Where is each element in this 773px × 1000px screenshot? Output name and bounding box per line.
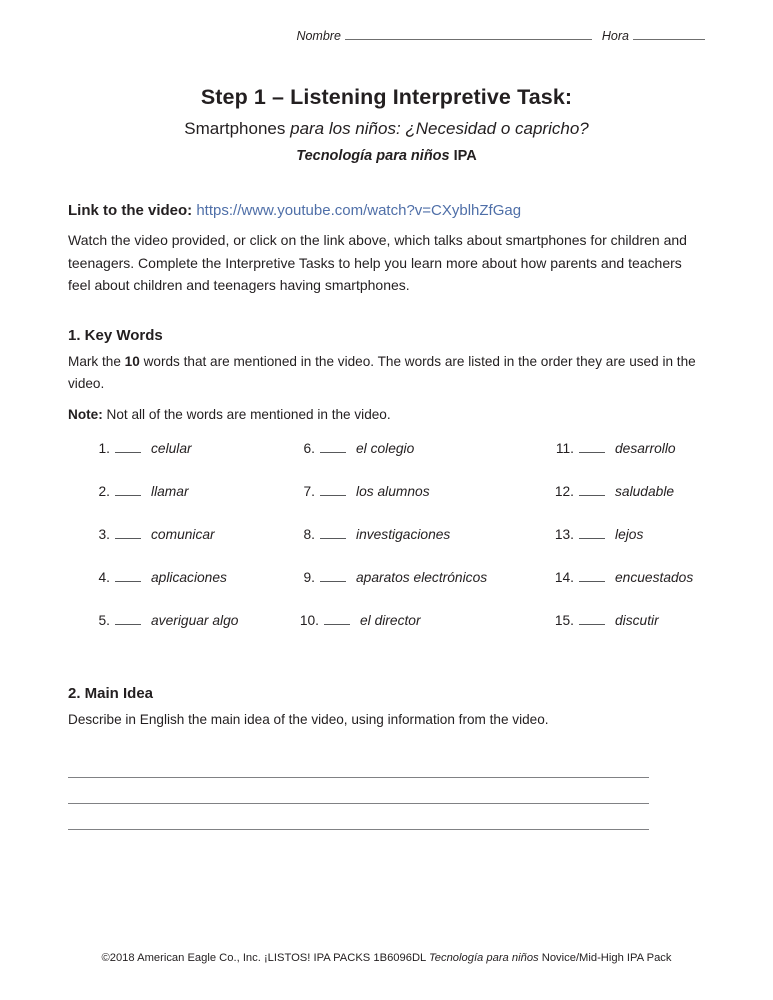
name-input-line[interactable] [345, 28, 592, 40]
item-checkbox-blank[interactable] [579, 569, 605, 582]
subtitle-plain: Smartphones [184, 119, 291, 138]
title-block [68, 85, 705, 164]
item-number: 2. [98, 483, 110, 499]
key-words-column-2 [295, 440, 550, 655]
instructions-after: words that are mentioned in the video. The words are listed in the order they are used in the video. [68, 354, 696, 391]
item-checkbox-blank[interactable] [579, 526, 605, 539]
key-word-item [295, 440, 550, 483]
item-word: lejos [615, 526, 644, 542]
item-word: comunicar [151, 526, 215, 542]
key-word-item [295, 612, 550, 655]
item-checkbox-blank[interactable] [115, 483, 141, 496]
item-word: el colegio [356, 440, 415, 456]
unit-title-italic: Tecnología para niños [296, 148, 450, 164]
item-checkbox-blank[interactable] [579, 483, 605, 496]
key-word-item [90, 440, 295, 483]
key-word-item [550, 483, 750, 526]
item-checkbox-blank[interactable] [320, 569, 346, 582]
student-info-bar [68, 0, 705, 43]
video-link-label: Link to the video: [68, 202, 197, 219]
item-word: encuestados [615, 569, 694, 585]
item-checkbox-blank[interactable] [324, 612, 350, 625]
item-word: saludable [615, 483, 675, 499]
instructions-count: 10 [124, 354, 140, 370]
item-word: el director [360, 612, 421, 628]
key-word-item [550, 440, 750, 483]
section-1-note [68, 407, 705, 422]
item-number: 6. [303, 440, 315, 456]
item-word: investigaciones [356, 526, 451, 542]
key-words-column-3 [550, 440, 750, 655]
item-word: desarrollo [615, 440, 676, 456]
key-word-item [295, 569, 550, 612]
answer-line[interactable] [68, 804, 649, 830]
item-checkbox-blank[interactable] [115, 526, 141, 539]
key-word-item [90, 569, 295, 612]
key-word-item [550, 612, 750, 655]
item-number: 3. [98, 526, 110, 542]
unit-title-plain: IPA [449, 148, 477, 164]
item-number: 4. [98, 569, 110, 585]
item-number: 13. [554, 526, 574, 542]
item-number: 8. [303, 526, 315, 542]
item-number: 7. [303, 483, 315, 499]
hora-input-line[interactable] [633, 28, 705, 40]
subtitle-italic: para los niños: ¿Necesidad o capricho? [290, 119, 589, 138]
item-checkbox-blank[interactable] [320, 483, 346, 496]
item-checkbox-blank[interactable] [320, 526, 346, 539]
item-word: discutir [615, 612, 659, 628]
page-title: Step 1 – Listening Interpretive Task: [200, 85, 573, 109]
answer-line[interactable] [68, 778, 649, 804]
page-unit-title [68, 148, 705, 164]
item-number: 5. [98, 612, 110, 628]
footer-copyright: ©2018 American Eagle Co., Inc. ¡LISTOS! IPA PACKS 1B6096DL [101, 952, 429, 964]
section-2-heading: 2. Main Idea [68, 684, 154, 702]
item-word: celular [151, 440, 192, 456]
key-word-item [90, 483, 295, 526]
item-checkbox-blank[interactable] [115, 569, 141, 582]
answer-line[interactable] [68, 752, 649, 778]
key-word-item [90, 612, 295, 655]
hora-label: Hora [601, 29, 629, 43]
section-1-heading: 1. Key Words [68, 327, 163, 345]
section-2-instructions: Describe in English the main idea of the video, using information from the video. [68, 711, 549, 727]
key-word-item [295, 483, 550, 526]
section-1-instructions [68, 351, 698, 395]
item-number: 10. [299, 612, 319, 628]
item-word: llamar [151, 483, 189, 499]
item-checkbox-blank[interactable] [115, 612, 141, 625]
main-idea-answer-area [68, 752, 705, 830]
footer-tail: Novice/Mid-High IPA Pack [538, 952, 672, 964]
item-number: 11. [555, 440, 574, 456]
page-footer [0, 952, 773, 964]
page-subtitle [68, 119, 705, 139]
key-word-item [90, 526, 295, 569]
name-label: Nombre [296, 29, 341, 43]
item-word: los alumnos [356, 483, 430, 499]
item-number: 9. [303, 569, 315, 585]
item-number: 14. [554, 569, 574, 585]
key-words-column-1 [90, 440, 295, 655]
item-word: aplicaciones [151, 569, 227, 585]
key-words-grid [68, 440, 705, 655]
item-checkbox-blank[interactable] [579, 440, 605, 453]
intro-paragraph: Watch the video provided, or click on the link above, which talks about smartphones for children and teenagers. Complete the Interpretive Tasks to help you learn more about how parents and teachers feel about children and teenagers having smartphones. [68, 232, 687, 294]
instructions-before: Mark the [68, 354, 125, 370]
item-number: 12. [554, 483, 574, 499]
item-checkbox-blank[interactable] [115, 440, 141, 453]
item-checkbox-blank[interactable] [579, 612, 605, 625]
note-text: Not all of the words are mentioned in the video. [102, 406, 391, 422]
footer-unit-name: Tecnología para niños [428, 952, 539, 964]
key-word-item [550, 526, 750, 569]
item-number: 15. [554, 612, 574, 628]
item-word: averiguar algo [151, 612, 239, 628]
video-link-line [68, 202, 705, 219]
item-checkbox-blank[interactable] [320, 440, 346, 453]
note-label: Note: [68, 406, 103, 422]
key-word-item [295, 526, 550, 569]
video-link[interactable]: https://www.youtube.com/watch?v=CXyblhZfGag [196, 202, 522, 219]
key-word-item [550, 569, 750, 612]
item-word: aparatos electrónicos [356, 569, 488, 585]
item-number: 1. [98, 440, 110, 456]
